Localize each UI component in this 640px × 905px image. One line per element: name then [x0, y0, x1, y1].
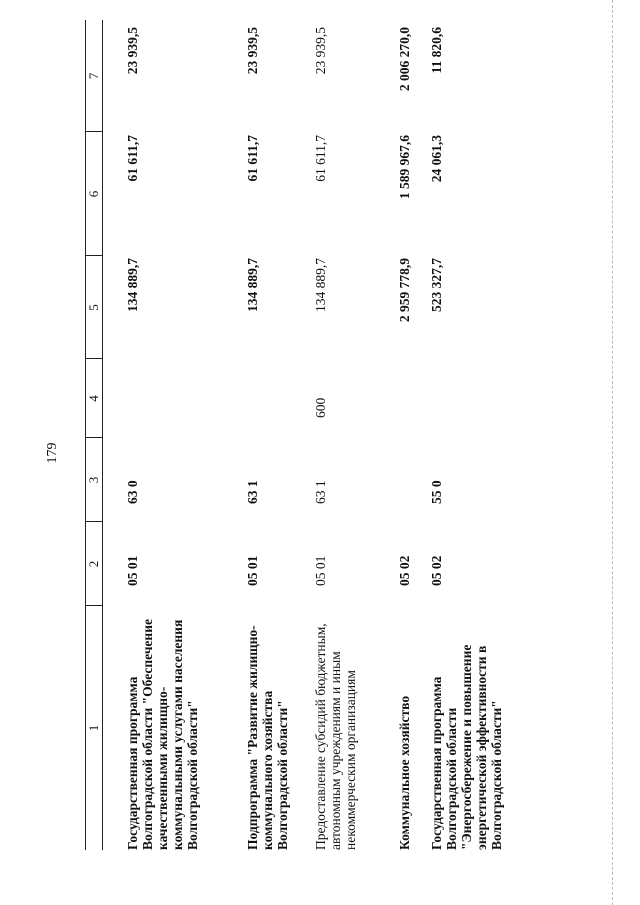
- table-rotation-frame: [85, 20, 640, 850]
- row-2-col7: 23 939,5: [245, 27, 260, 75]
- row-1-program: 63 0: [125, 480, 140, 504]
- row-4-name: Коммунальное хозяйство: [397, 695, 412, 850]
- row-5-col7: 11 820,6: [429, 27, 444, 74]
- row-4-section: 05 02: [397, 555, 412, 586]
- column-header-4: 4: [86, 395, 101, 402]
- row-1-col7: 23 939,5: [125, 27, 140, 75]
- row-3-program: 63 1: [313, 480, 328, 504]
- row-5-col6: 24 061,3: [429, 135, 444, 183]
- row-3-col6: 61 611,7: [313, 135, 328, 182]
- scan-edge-line: [612, 0, 614, 905]
- row-4-col5: 2 959 778,9: [397, 258, 412, 323]
- row-5-name: Государственная программа Волгоградской области "Энергосбережение и повышение энергетической эффективности в Волгоградской области": [429, 644, 504, 850]
- column-header-1: 1: [86, 724, 101, 732]
- row-4-col6: 1 589 967,6: [397, 135, 412, 200]
- row-3-col5: 134 889,7: [313, 258, 328, 312]
- row-2-col5: 134 889,7: [245, 258, 260, 312]
- row-5-section: 05 02: [429, 555, 444, 586]
- page-number: 179: [45, 442, 60, 464]
- row-2-program: 63 1: [245, 480, 260, 504]
- row-1-col5: 134 889,7: [125, 258, 140, 312]
- row-5-program: 55 0: [429, 480, 444, 504]
- row-1-col6: 61 611,7: [125, 135, 140, 182]
- budget-table: [85, 20, 640, 850]
- column-header-6: 6: [86, 190, 101, 198]
- row-3-name: Предоставление субсидий бюджетным, автономным учреждениям и иным некоммерческим организациям: [313, 623, 358, 850]
- column-header-2: 2: [86, 560, 101, 568]
- row-2-section: 05 01: [245, 555, 260, 586]
- column-header-3: 3: [86, 476, 101, 484]
- row-2-name: Подпрограмма "Развитие жилищно-коммунального хозяйства Волгоградской области": [245, 625, 290, 850]
- row-1-section: 05 01: [125, 555, 140, 586]
- row-2-col6: 61 611,7: [245, 135, 260, 182]
- row-3-col7: 23 939,5: [313, 27, 328, 75]
- row-3-section: 05 01: [313, 555, 328, 586]
- row-3-expense-type: 600: [313, 397, 328, 418]
- header-bottom-rule: [102, 20, 103, 850]
- row-5-col5: 523 327,7: [429, 258, 444, 312]
- row-1-name: Государственная программа Волгоградской области "Обеспечение качественными жилищно-коммунальными услугами населения Волгоградской области": [125, 619, 200, 850]
- column-header-7: 7: [86, 72, 101, 80]
- column-header-5: 5: [86, 304, 101, 311]
- row-4-col7: 2 006 270,0: [397, 27, 412, 92]
